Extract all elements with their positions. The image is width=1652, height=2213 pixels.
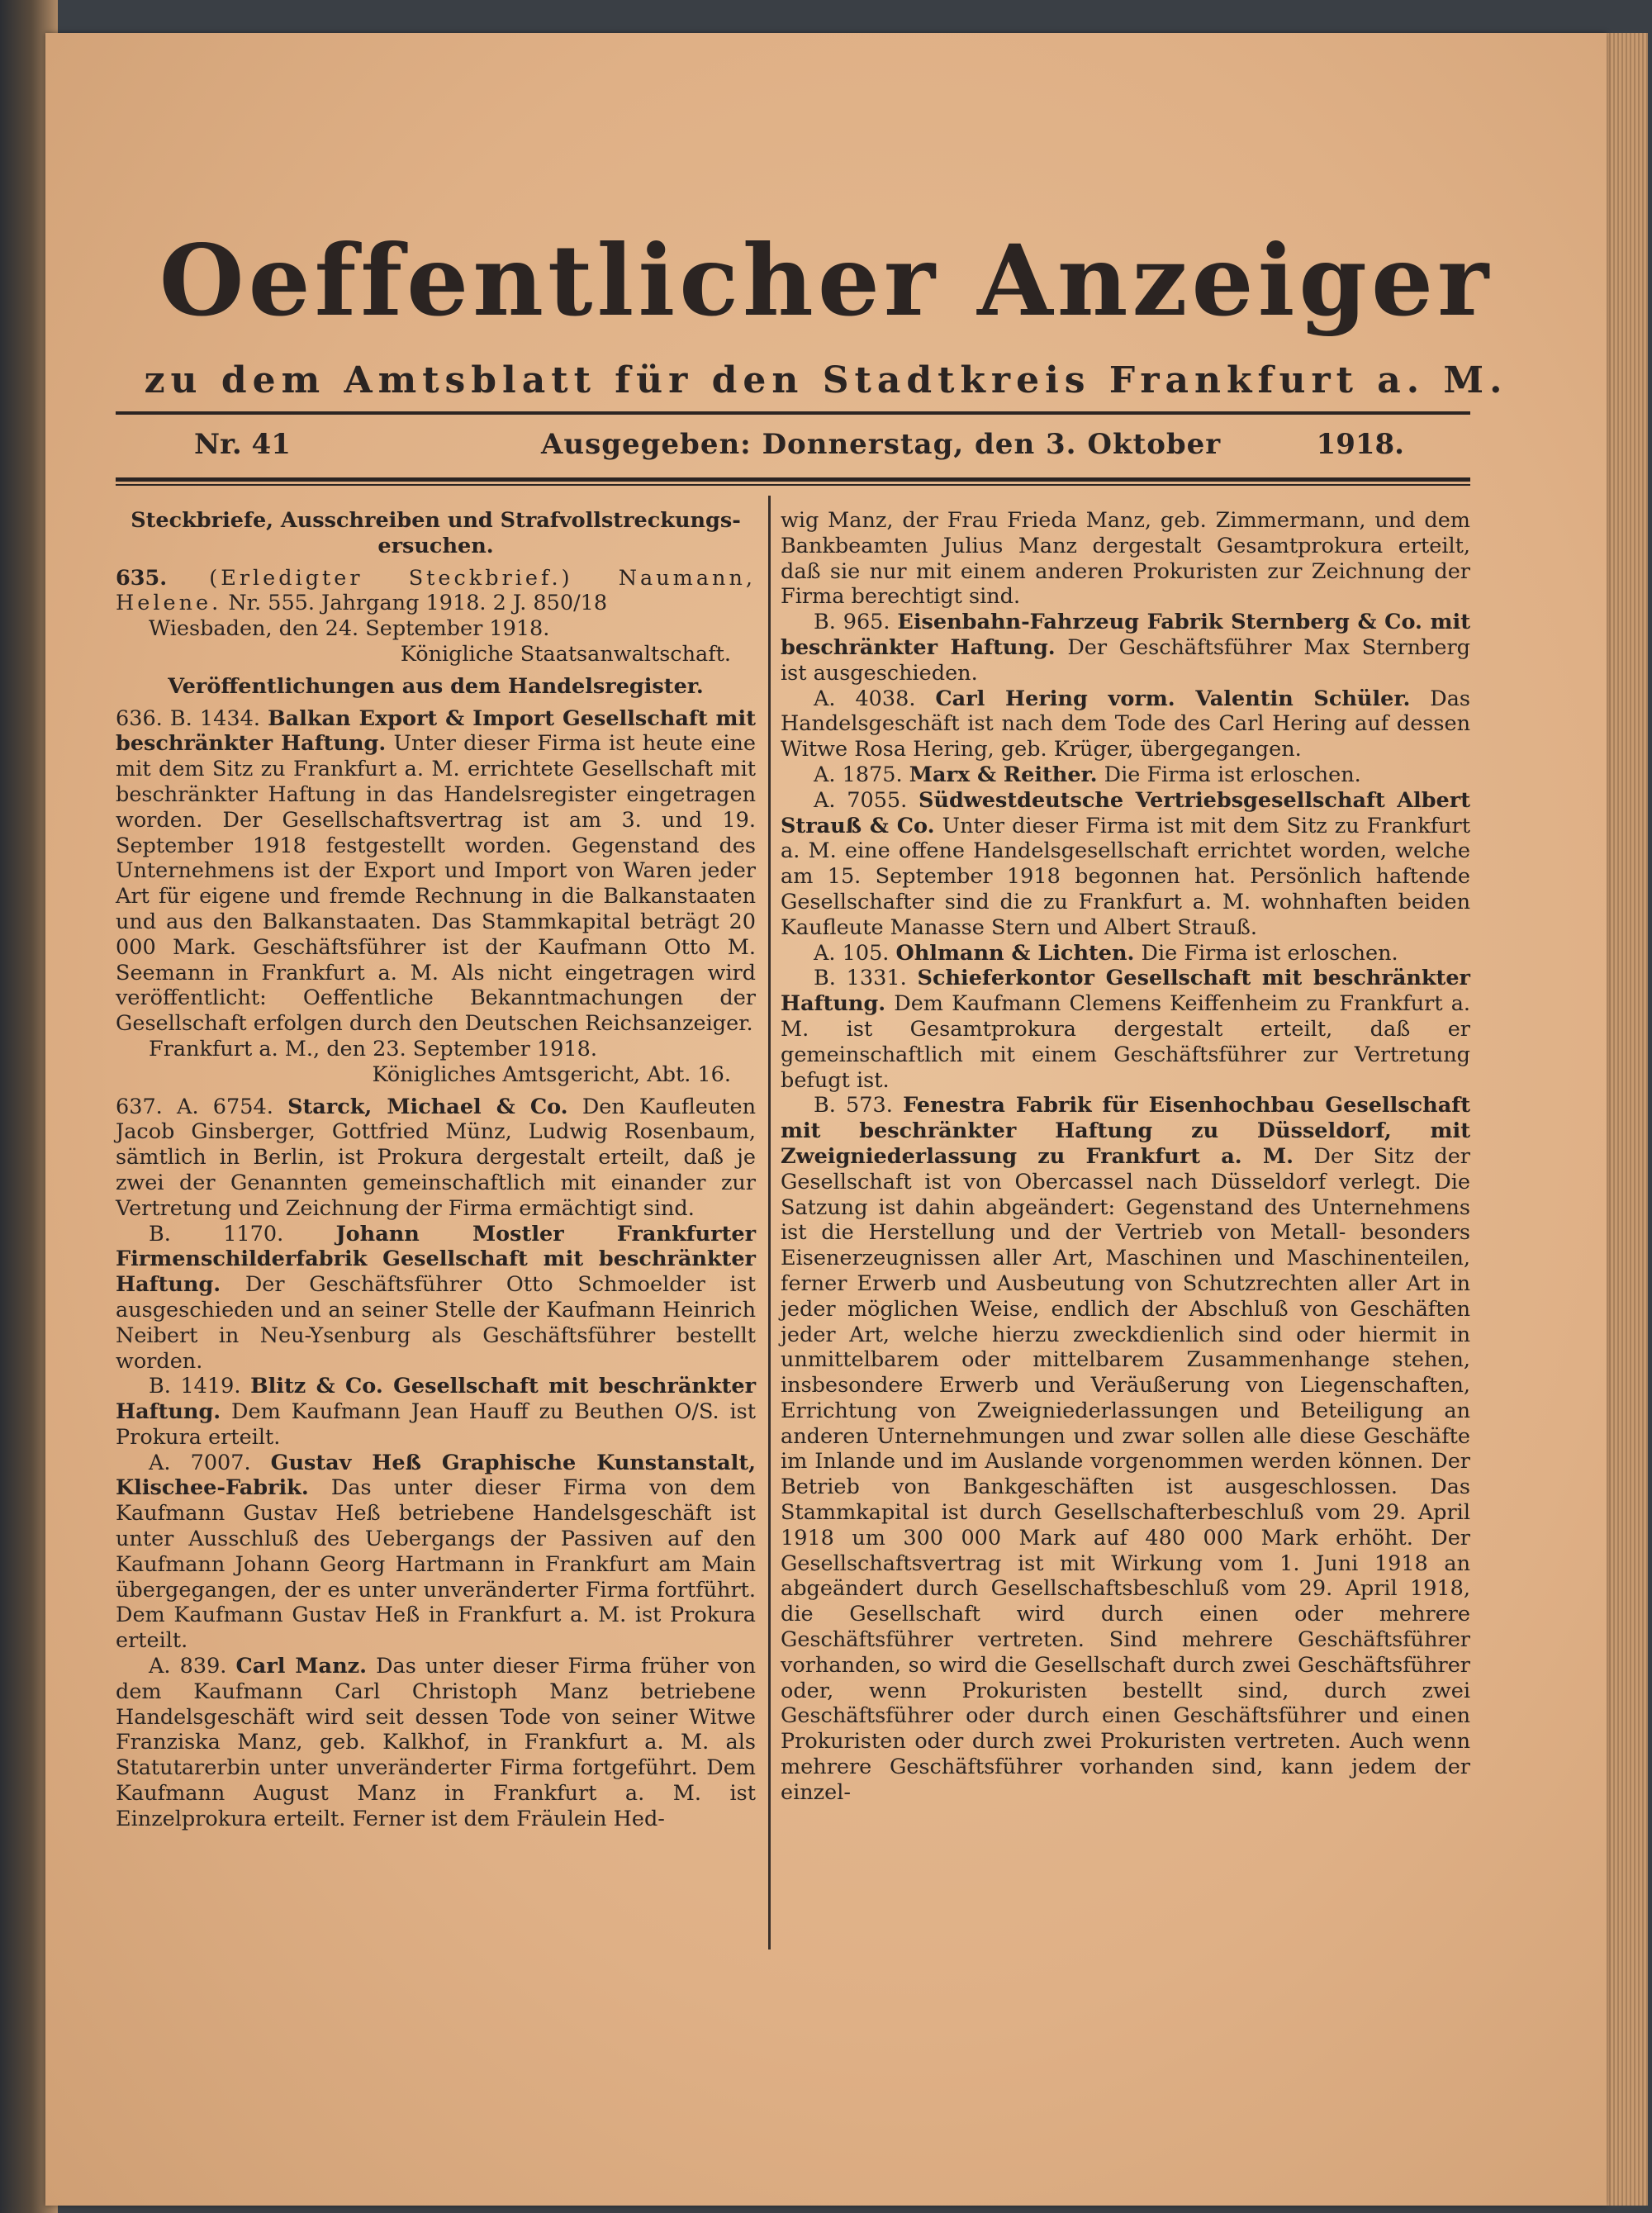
notice-a105 (781, 941, 1470, 966)
notice-date: Wiesbaden, den 24. September 1918. (149, 616, 550, 642)
firm-name: Gustav Heß Graphische Kunstanstalt, Klischee-Fabrik. (116, 1450, 756, 1501)
firm-name: Fenestra Fabrik für Eisenhochbau Gesellschaft mit beschränkter Haftung zu Düsseldorf, mit Zweigniederlassung zu Frankfurt a. M. (781, 1093, 1470, 1169)
section-heading: Veröffentlichungen aus dem Handelsregister. (168, 673, 704, 699)
column-divider (768, 496, 771, 1949)
notice-636 (116, 706, 756, 1037)
firm-name: Starck, Michael & Co. (287, 1094, 568, 1119)
notice-lead: B. 965. (814, 610, 890, 635)
notice-lead: A. 839. (149, 1654, 227, 1679)
notice-lead: A. 4038. (814, 686, 916, 711)
masthead-subtitle: zu dem Amtsblatt für den Stadtkreis Frankfurt a. M. (144, 359, 1508, 401)
firm-name: Marx & Reither. (909, 762, 1098, 787)
firm-name: Carl Hering vorm. Valentin Schüler. (935, 686, 1411, 711)
notice-637 (116, 1095, 756, 1222)
notice-b965 (781, 610, 1470, 686)
notice-number: 635. (116, 565, 168, 591)
rule (116, 484, 1470, 486)
issue-line (116, 428, 1470, 477)
notice-text: Unter dieser Firma ist heute eine mit dem Sitz zu Frankfurt a. M. errichtete Gesellschaft mit beschränkter Haftung in das Handelsregister eingetragen worden. Der Gesellschaftsvertrag ist am 3. und 19. September 1918 festgestellt worden. Gegenstand des Unternehmens ist der Export und Import von Waren jeder Art für eigene und fremde Rechnung in die Balkanstaaten und aus den Balkanstaaten. Das Stammkapital beträgt 20 000 Mark. Geschäftsführer ist der Kaufmann Otto M. Seemann in Frankfurt a. M. Als nicht eingetragen wird veröffentlicht: Oeffentliche Bekanntmachungen der Gesellschaft erfolgen durch den Deutschen Reichsanzeiger. (116, 731, 757, 1037)
notice-b1331 (781, 966, 1470, 1093)
section-heading: Steckbriefe, Ausschreiben und Strafvollstreckungs-ersuchen. (131, 508, 741, 558)
notice-text: Den Kaufleuten Jacob Ginsberger, Gottfried Münz, Ludwig Rosenbaum, sämtlich in Berlin, ist Prokura dergestalt erteilt, daß je zwei der Genannten gemeinschaftlich mit einander zur Vertretung und Zeichnung der Firma ermächtigt sind. (116, 1094, 757, 1221)
notice-signature: Königliches Amtsgericht, Abt. 16. (372, 1061, 731, 1087)
firm-name: Ohlmann & Lichten. (895, 940, 1135, 966)
notice-a4038 (781, 686, 1470, 762)
notice-lead: B. 573. (814, 1093, 893, 1118)
notice-lead: B. 1331. (814, 966, 907, 991)
notice-text: Nr. 555. Jahrgang 1918. 2 J. 850/18 (228, 591, 608, 616)
notice-text: Das unter dieser Firma früher von dem Kaufmann Carl Christoph Manz betriebene Handelsgeschäft wird seit dessen Tode von seiner Witwe Franziska Manz, geb. Kalkhof, in Frankfurt a. M. als Statutarerbin unter unveränderter Firma fortgeführt. Dem Kaufmann August Manz in Frankfurt a. M. ist Einzelprokura erteilt. Ferner ist dem Fräulein Hed- (116, 1654, 757, 1831)
issue-date: Ausgegeben: Donnerstag, den 3. Oktober (541, 428, 1222, 461)
notice-lead: A. 7055. (814, 787, 908, 813)
notice-signature: Königliche Staatsanwaltschaft. (400, 641, 731, 667)
notice-a839 (116, 1654, 756, 1832)
notice-lead: 637. A. 6754. (116, 1094, 273, 1119)
masthead-title: Oeffentlicher Anzeiger (159, 223, 1493, 338)
notice-lead: A. 7007. (149, 1450, 251, 1475)
rule (116, 411, 1470, 415)
firm-name: Carl Manz. (235, 1654, 367, 1679)
notice-date: Frankfurt a. M., den 23. September 1918. (149, 1036, 597, 1061)
notice-lead: B. 1170. (149, 1221, 284, 1247)
notice-text: Die Firma ist erloschen. (1104, 762, 1361, 787)
notice-b1419 (116, 1374, 756, 1450)
notice-b573 (781, 1093, 1470, 1805)
notice-text: Das unter dieser Firma von dem Kaufmann Gustav Heß betriebene Handelsgeschäft ist unter Ausschluß des Uebergangs der Passiven auf den Kaufmann Johann Georg Hartmann in Frankfurt am Main übergegangen, der es unter unveränderter Firma fortführt. Dem Kaufmann Gustav Heß in Frankfurt a. M. ist Prokura erteilt. (116, 1475, 756, 1654)
firm-name: Eisenbahn-Fahrzeug Fabrik Sternberg & Co. mit beschränkter Haftung. (781, 610, 1470, 660)
notice-continuation: wig Manz, der Frau Frieda Manz, geb. Zimmermann, und dem Bankbeamten Julius Manz dergestalt Gesamtprokura erteilt, daß sie nur mit einem anderen Prokuristen zur Zeichnung der Firma berechtigt sind. (781, 508, 1470, 610)
issue-number: Nr. 41 (194, 428, 291, 461)
notice-text: Dem Kaufmann Clemens Keiffenheim zu Frankfurt a. M. ist Gesamtprokura dergestalt erteilt, daß er gemeinschaftlich mit einem Geschäftsführer zur Vertretung befugt ist. (781, 991, 1471, 1093)
firm-name: Südwestdeutsche Vertriebsgesellschaft Albert Strauß & Co. (781, 787, 1470, 838)
column-right (781, 508, 1470, 1806)
page-edges (1607, 33, 1648, 2206)
firm-name: Schieferkontor Gesellschaft mit beschränkter Haftung. (781, 966, 1470, 1017)
notice-a7055 (781, 788, 1470, 941)
notice-text: Der Geschäftsführer Max Sternberg ist ausgeschieden. (781, 634, 1470, 686)
newspaper-page (45, 33, 1607, 2206)
firm-name: Johann Mostler Frankfurter Firmenschilderfabrik Gesellschaft mit beschränkter Haftung. (116, 1221, 757, 1298)
notice-a7007 (116, 1451, 756, 1654)
notice-text: Der Geschäftsführer Otto Schmoelder ist ausgeschieden und an seiner Stelle der Kaufmann Heinrich Neibert in Neu-Ysenburg als Geschäftsführer bestellt worden. (116, 1272, 756, 1374)
notice-lead: A. 105. (814, 940, 890, 966)
notice-text: Der Sitz der Gesellschaft ist von Obercassel nach Düsseldorf verlegt. Die Satzung ist dahin abgeändert: Gegenstand des Unternehmens ist die Herstellung und der Vertrieb von Metall- besonders Eisenerzeugnissen aller Art, Maschinen und Maschinenteilen, ferner Erwerb und Ausbeutung von Schutzrechten aller Art in jeder möglichen Weise, endlich der Abschluß von Geschäften jeder Art, welche hierzu zweckdienlich sind oder hiermit in unmittelbarem oder mittelbarem Zusammenhange stehen, insbesondere Erwerb und Veräußerung von Liegenschaften, Errichtung von Zweigniederlassungen und Beteiligung an anderen Unternehmungen und zwar sollen alle diese Geschäfte im Inlande und im Auslande vorgenommen werden können. Der Betrieb von Bankgeschäften ist ausgeschlossen. Das Stammkapital ist durch Gesellschafterbeschluß vom 29. April 1918 um 300 000 Mark auf 480 000 Mark erhöht. Der Gesellschaftsvertrag ist mit Wirkung vom 1. Juni 1918 an abgeändert durch Gesellschaftsbeschluß vom 29. April 1918, die Gesellschaft wird durch einen oder mehrere Geschäftsführer vertreten. Sind mehrere Geschäftsführer vorhanden, so wird die Gesellschaft durch zwei Geschäftsführer oder, wenn Prokuristen bestellt sind, durch zwei Geschäftsführer oder durch einen Geschäftsführer und einen Prokuristen oder durch zwei Prokuristen vertreten. Auch wenn mehrere Geschäftsführer vorhanden sind, kann jedem der einzel- (781, 1143, 1470, 1805)
notice-text: Die Firma ist erloschen. (1141, 940, 1398, 966)
notice-spaced-text: (Erledigter Steckbrief.) Naumann, Helene. (116, 565, 756, 616)
notice-text: Dem Kaufmann Jean Hauff zu Beuthen O/S. ist Prokura erteilt. (116, 1399, 757, 1450)
firm-name: Balkan Export & Import Gesellschaft mit beschränkter Haftung. (116, 705, 756, 757)
rule (116, 477, 1470, 482)
notice-b1170 (116, 1222, 756, 1375)
notice-635 (116, 566, 756, 617)
notice-a1875 (781, 762, 1470, 788)
notice-text: Das Handelsgeschäft ist nach dem Tode des Carl Hering auf dessen Witwe Rosa Hering, geb. Krüger, übergegangen. (781, 686, 1470, 762)
firm-name: Blitz & Co. Gesellschaft mit beschränkter Haftung. (116, 1374, 757, 1425)
notice-lead: B. 1419. (149, 1374, 241, 1399)
notice-lead: A. 1875. (814, 762, 903, 787)
notice-text: Unter dieser Firma ist mit dem Sitz zu Frankfurt a. M. eine offene Handelsgesellschaft errichtet worden, welche am 15. September 1918 begonnen hat. Persönlich haftende Gesellschafter sind die zu Frankfurt a. M. wohnhaften beiden Kaufleute Manasse Stern und Albert Strauß. (781, 813, 1470, 940)
notice-lead: 636. B. 1434. (116, 705, 260, 731)
issue-year: 1918. (1316, 428, 1404, 461)
column-left (116, 508, 756, 1832)
